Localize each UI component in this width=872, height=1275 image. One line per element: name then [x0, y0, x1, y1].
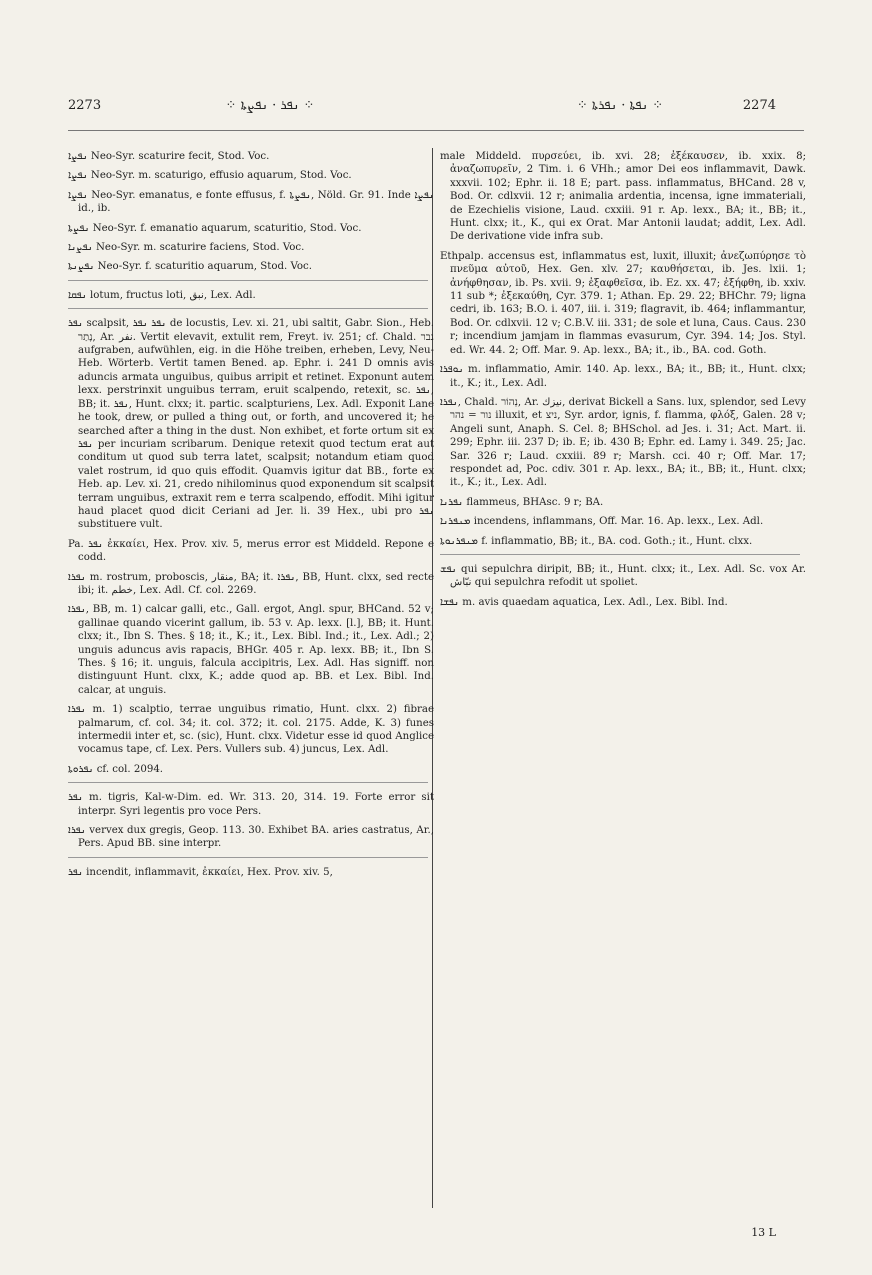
- entry: ܢܦܪܐ m. 1) scalptio, terrae unguibus rimatio, Hunt. clxx. 2) fibrae palmarum, cf. col. 34; it. col. 372; it. col. 2175. Adde, K. 3) funes intermedii inter et, sc. (sic), Hunt. clxx. Videtur esse id quod Anglice vocamus tape, cf. Lex. Pers. Vullers sub. 4) juncus, Lex. Adl.: [68, 704, 434, 756]
- entry: ܢܦܪܐ, Chald. נְהוֹר, Ar. نيزك, derivat Bickell a Sans. lux, splendor, sed Levy נור = נהר illuxit, et ניצ, Syr. ardor, ignis, f. flamma, φλόξ, Galen. 28 v; Angeli sunt, Anaph. S. Cel. 8; BHSchol. ad Jes. i. 31; Act. Mart. ii. 299; Ephr. iii. 237 D; ib. E; ib. 430 B; Ephr. ed. Lamy i. 349. 25; Jac. Sar. 326 r; Laud. cxxiii. 89 r; Marsh. cci. 40 r; Off. Mar. 17; respondet ad, Poc. cdiv. 301 r. Ap. lexx., BA; it., BB; it., Hunt. clxx; it., K.; it., Lex. Adl.: [440, 396, 806, 489]
- entry: ܢܦܨܢܬܐ Neo-Syr. f. scaturitio aquarum, Stod. Voc.: [68, 261, 312, 273]
- entry: ܢܦܪܐ vervex dux gregis, Geop. 113. 30. Exhibet BA. aries castratus, Ar., Pers. Apud BB. sine interpr.: [68, 825, 434, 850]
- entry: ܡܢܦܪܢܐ incendens, inflammans, Off. Mar. 16. Ap. lexx., Lex. Adl.: [440, 516, 764, 528]
- separator: [68, 308, 428, 309]
- entry: ܢܦܪ incendit, inflammavit, ἐκκαίει, Hex. Prov. xiv. 5,: [68, 866, 333, 878]
- entry: ܢܦܨܬܐ Neo-Syr. f. emanatio aquarum, scaturitio, Stod. Voc.: [68, 222, 362, 234]
- entry: ܢܦܩܐ lotum, fructus loti, نبق, Lex. Adl.: [68, 289, 256, 301]
- entry: ܢܦܪܢܐ flammeus, BHAsc. 9 r; BA.: [440, 496, 604, 508]
- entry: ܢܦܪܘܬܐ cf. col. 2094.: [68, 763, 164, 775]
- entry: ܡܢܦܪܢܘܬܐ f. inflammatio, BB; it., BA. cod. Goth.; it., Hunt. clxx.: [440, 535, 753, 547]
- entry: Pa. ܢܦܪ ἐκκαίει, Hex. Prov. xiv. 5, merus error est Middeld. Repone e codd.: [68, 538, 434, 564]
- entry: ܢܦܨܐ Neo-Syr. emanatus, e fonte effusus, f. ܢܦܨܬܐ, Nöld. Gr. 91. Inde ܢܦܨܐ id., ib.: [68, 189, 434, 215]
- entry: ܢܦܪ scalpsit, ܢܦܪ ܢܦܪ de locustis, Lev. xi. 21, ubi saltit, Gabr. Sion., Heb. נָתַר, Ar. نفر. Vertit elevavit, extulit rem, Freyt. iv. 251; cf. Chald. נבר aufgraben, aufwühlen, eig. in die Höhe treiben, erheben, Levy, Neu-Heb. Wörterb. Vertit tamen Bened. ap. Ephr. i. 241 D omnis avis aduncis armata unguibus, quibus arripit et retinet. Exponunt autem lexx. perstrinxit unguibus terram, eruit scalpendo, retexit, sc. ܢܦܪ, BB; it. ܢܦܪ, Hunt. clxx; it. partic. scalpturiens, Lex. Adl. Exponit Lane he took, drew, or pulled a thing out, or forth, and uncovered it; he searched after a thing in the dust. Non exhibet, et forte ortum sit ex ܢܦܪ per incuriam scribarum. Denique retexit quod tectum erat aut conditum ut quod sub terra latet, scalpsit; notandum etiam quod valet rostrum, id quo quis effodit. Quamvis igitur dat BB., forte ex Heb. ap. Lev. xi. 21, credo nihilominus quod exponendum sit scalpsit terram unguibus, extraxit rem e terra scalpendo, effodit. Mihi igitur haud placet quod dicit Ceriani ad Jer. li. 39 Hex., ubi pro ܢܦܪ substituere vult.: [68, 318, 435, 531]
- right-column: [440, 150, 806, 615]
- entry: ܢܘܦܪܐ m. inflammatio, Amir. 140. Ap. lexx., BA; it., BB; it., Hunt. clxx; it., K.; it., Lex. Adl.: [440, 364, 806, 389]
- entry: ܢܦܨܐ Neo-Syr. scaturire fecit, Stod. Voc.: [68, 151, 270, 162]
- entry: ܢܦܫ qui sepulchra diripit, BB; it., Hunt. clxx; it., Lex. Adl. Sc. vox Ar. نبّاش qui sepulchra refodit ut spoliet.: [440, 563, 806, 589]
- entry: ܢܦܨܐ Neo-Syr. m. scaturigo, effusio aquarum, Stod. Voc.: [68, 170, 352, 182]
- entry: ܢܦܫܐ m. avis quaedam aquatica, Lex. Adl., Lex. Bibl. Ind.: [440, 596, 728, 608]
- separator: [440, 554, 800, 555]
- separator: [68, 782, 428, 783]
- entry: male Middeld. πυρσεύει, ib. xvi. 28; ἐξέκαυσεν, ib. xxix. 8; ἀναζωπυρεῖν, 2 Tim. i. 6 VHh.; amor Dei eos inflammavit, Dawk. xxxvii. 102; Ephr. ii. 18 E; part. pass. inflammatus, BHCand. 28 v, Bod. Or. cdlxvii. 12 r; animalia ardentia, incensa, igne immateriali, de Ezechielis visione, Laud. cxxiii. 91 r. Ap. lexx., BA; it., BB; it., Hunt. clxx; it., K., qui ex Orat. Mar Antonii laudat; addit, Lex. Adl. De derivatione vide infra sub.: [440, 151, 806, 243]
- entry: Ethpalp. accensus est, inflammatus est, luxit, illuxit; ἀνεζωπύρησε τὸ πνεῦμα αὐτοῦ, Hex. Gen. xlv. 27; καυθήσεται, ib. Jes. lxii. 1; ἀνήφθησαν, ib. Ps. xvii. 9; ἐξαφθεῖσα, ib. Ez. xx. 47; ἐξήφθη, ib. xxiv. 11 sub *; ἐξεκαύθη, Cyr. 379. 1; Athan. Ep. 29. 22; BHChr. 79; ligna cedri, ib. 163; B.O. i. 407, iii. i. 319; flagravit, ib. 464; inflammantur, Bod. Or. cdlxvii. 12 v; C.B.V. iii. 331; de sole et luna, Caus. Caus. 230 r; incendium jamjam in flammas evasurum, Cyr. 394. 14; Jos. Styl. ed. Wr. 44. 2; Off. Mar. 9. Ap. lexx., BA; it., ib., BA. cod. Goth.: [440, 250, 806, 356]
- running-head-right: ⁘ ܢܦܬܐ · ܢܦܪܬܐ ⁘: [576, 98, 664, 113]
- signature-mark: 13 L: [751, 1226, 776, 1239]
- separator: [68, 857, 428, 858]
- header-rule: [68, 130, 804, 131]
- left-column: [68, 150, 434, 885]
- entry: ܢܦܪܐ, BB, m. 1) calcar galli, etc., Gall. ergot, Angl. spur, BHCand. 52 v; gallinae quando vicerint gallum, ib. 53 v. Ap. lexx. [l.], BB; it. Hunt. clxx; it., Ibn S. Thes. § 18; it., K.; it., Lex. Bibl. Ind.; it., Lex. Adl.; 2) unguis aduncus avis rapacis, BHGr. 405 r. Ap. lexx. BB; it., Ibn S. Thes. § 16; it. unguis, falcula accipitris, Lex. Adl. Has signiff. non distinguunt Hunt. clxx, K.; adde quod ap. BB. et Lex. Bibl. Ind. calcar, at unguis.: [68, 604, 434, 696]
- separator: [68, 280, 428, 281]
- entry: ܢܦܪܐ m. rostrum, proboscis, منقار, BA; it. ܢܦܪܐ, BB, Hunt. clxx, sed recte ibi; it. خطم, Lex. Adl. Cf. col. 2269.: [68, 571, 434, 596]
- entry: ܢܦܨܢܐ Neo-Syr. m. scaturire faciens, Stod. Voc.: [68, 242, 305, 254]
- entry: ܢܦܪ m. tigris, Kal-w-Dim. ed. Wr. 313. 20, 314. 19. Forte error sit interpr. Syri legentis pro voce Pers.: [68, 792, 434, 817]
- page-number-left: 2273: [68, 98, 102, 113]
- page-number-right: 2274: [742, 98, 776, 113]
- running-head-left: ⁘ ܢܦܪ · ܢܦܨܬܐ ⁘: [225, 98, 315, 113]
